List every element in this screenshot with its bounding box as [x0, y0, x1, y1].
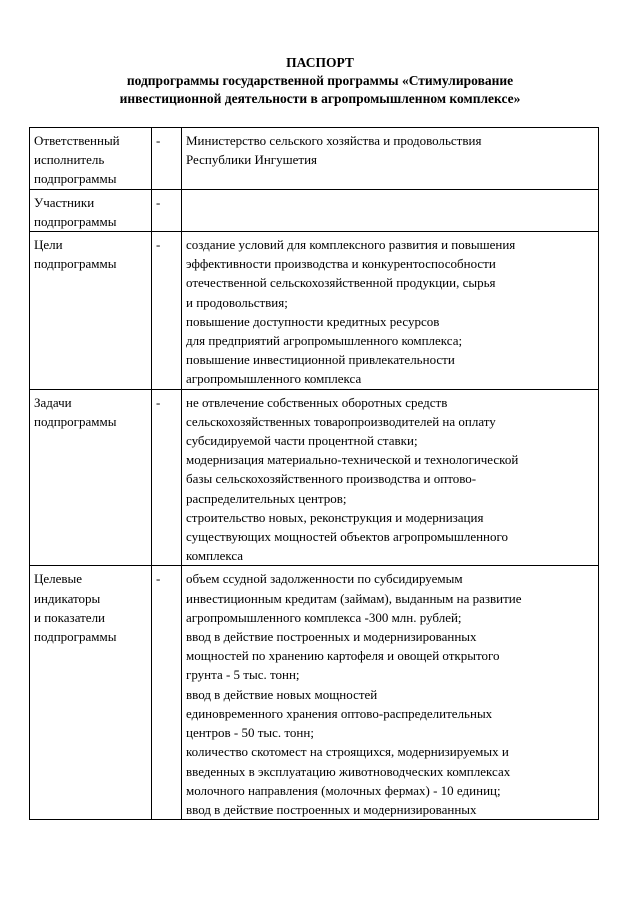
passport-table: [29, 127, 599, 820]
document-subtitle-line-2: инвестиционной деятельности в агропромышленном комплексе»: [119, 91, 521, 106]
row-label: Ответственный исполнитель подпрограммы: [30, 128, 152, 190]
table-row-tasks: [30, 389, 599, 566]
document-title: ПАСПОРТ: [286, 55, 354, 70]
row-content: объем ссудной задолженности по субсидируемым инвестиционным кредитам (займам), выданным на развитие агропромышленного комплекса -300 млн. рублей; ввод в действие построенных и модернизированных мощностей по хранению картофеля и овощей открытого грунта - 5 тыс. тонн; ввод в действие новых мощностей единовременного хранения оптово-распределительных центров - 50 тыс. тонн; количество скотомест на строящихся, модернизируемых и введенных в эксплуатацию животноводческих комплексах молочного направления (молочных фермах) - 10 единиц; ввод в действие построенных и модернизированных: [182, 566, 599, 820]
row-dash: -: [152, 128, 182, 190]
table-row-participants: [30, 189, 599, 231]
table-row-indicators: [30, 566, 599, 820]
document-header: [40, 54, 600, 108]
row-content: [182, 189, 599, 231]
row-label: Участники подпрограммы: [30, 189, 152, 231]
row-dash: -: [152, 566, 182, 820]
row-content: создание условий для комплексного развития и повышения эффективности производства и конкурентоспособности отечественной сельскохозяйственной продукции, сырья и продовольствия; повышение доступности кредитных ресурсов для предприятий агропромышленного комплекса; повышение инвестиционной привлекательности агропромышленного комплекса: [182, 232, 599, 390]
row-label: Задачи подпрограммы: [30, 389, 152, 566]
row-content: не отвлечение собственных оборотных средств сельскохозяйственных товаропроизводителей на оплату субсидируемой части процентной ставки; модернизация материально-технической и технологической базы сельскохозяйственного производства и оптово- распределительных центров; строительство новых, реконструкция и модернизация существующих мощностей объектов агропромышленного комплекса: [182, 389, 599, 566]
table-row-responsible: [30, 128, 599, 190]
table-row-goals: [30, 232, 599, 390]
row-dash: -: [152, 189, 182, 231]
row-content: Министерство сельского хозяйства и продовольствия Республики Ингушетия: [182, 128, 599, 190]
row-label: Цели подпрограммы: [30, 232, 152, 390]
document-subtitle-line-1: подпрограммы государственной программы «Стимулирование: [126, 73, 514, 88]
row-dash: -: [152, 389, 182, 566]
row-label: Целевые индикаторы и показатели подпрограммы: [30, 566, 152, 820]
row-dash: -: [152, 232, 182, 390]
